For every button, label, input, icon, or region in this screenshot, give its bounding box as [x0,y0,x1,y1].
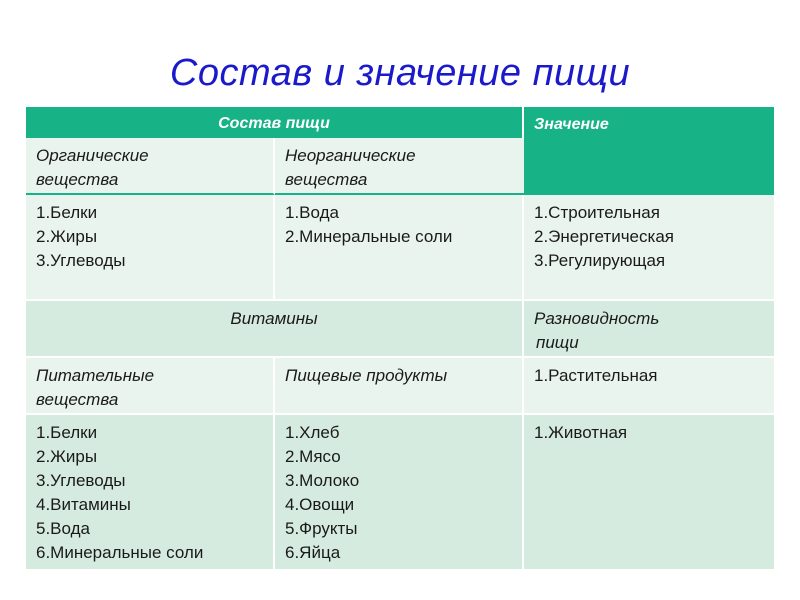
subheader-inorganic-line: вещества [285,170,368,189]
vitamins-label: Витамины [230,309,318,328]
list-item: 1.Хлеб [285,423,340,442]
inorganic-items-cell [275,195,524,301]
plant-cell [524,358,774,415]
list-item: 3.Молоко [285,471,360,490]
subheader-organic-line: Органические [36,146,149,165]
subheader-organic-line: вещества [36,170,119,189]
list-item: 2.Жиры [36,227,98,246]
list-item: 2.Мясо [285,447,341,466]
list-item: 3.Регулирующая [534,251,666,270]
organic-items-cell [26,195,275,301]
variety-cell [524,301,774,358]
vitamins-cell [26,301,524,358]
list-item: 5.Фрукты [285,519,358,538]
list-item: 2.Жиры [36,447,98,466]
variety-label-line: Разновидность [534,309,660,328]
list-item: 2.Минеральные соли [285,227,453,246]
nutrients-label-line: Питательные [36,366,155,385]
product-items-cell [275,415,524,569]
list-item: 1.Строительная [534,203,660,222]
header-significance [524,107,774,195]
significance-items-cell [524,195,774,301]
nutrients-label-line: вещества [36,390,119,409]
animal-label: 1.Животная [534,423,628,442]
animal-cell [524,415,774,569]
nutrient-items-cell [26,415,275,569]
list-item: 1.Белки [36,423,98,442]
header-composition-label: Состав пищи [218,115,330,132]
list-item: 6.Минеральные соли [36,543,204,562]
list-item: 4.Витамины [36,495,131,514]
list-item: 6.Яйца [285,543,341,562]
products-cell [275,358,524,415]
subheader-inorganic [275,138,524,195]
list-item: 4.Овощи [285,495,355,514]
header-significance-label: Значение [534,116,609,133]
variety-label-line: пищи [536,333,579,352]
list-item: 2.Энергетическая [534,227,674,246]
list-item: 5.Вода [36,519,90,538]
list-item: 3.Углеводы [36,471,126,490]
header-composition [26,107,524,138]
list-item: 3.Углеводы [36,251,126,270]
subheader-organic [26,138,275,195]
list-item: 1.Вода [285,203,339,222]
food-composition-table [26,107,774,569]
products-label: Пищевые продукты [285,366,448,385]
list-item: 1.Белки [36,203,98,222]
subheader-inorganic-line: Неорганические [285,146,416,165]
plant-label: 1.Растительная [534,366,658,385]
nutrients-cell [26,358,275,415]
page-title: Состав и значение пищи [169,52,631,94]
